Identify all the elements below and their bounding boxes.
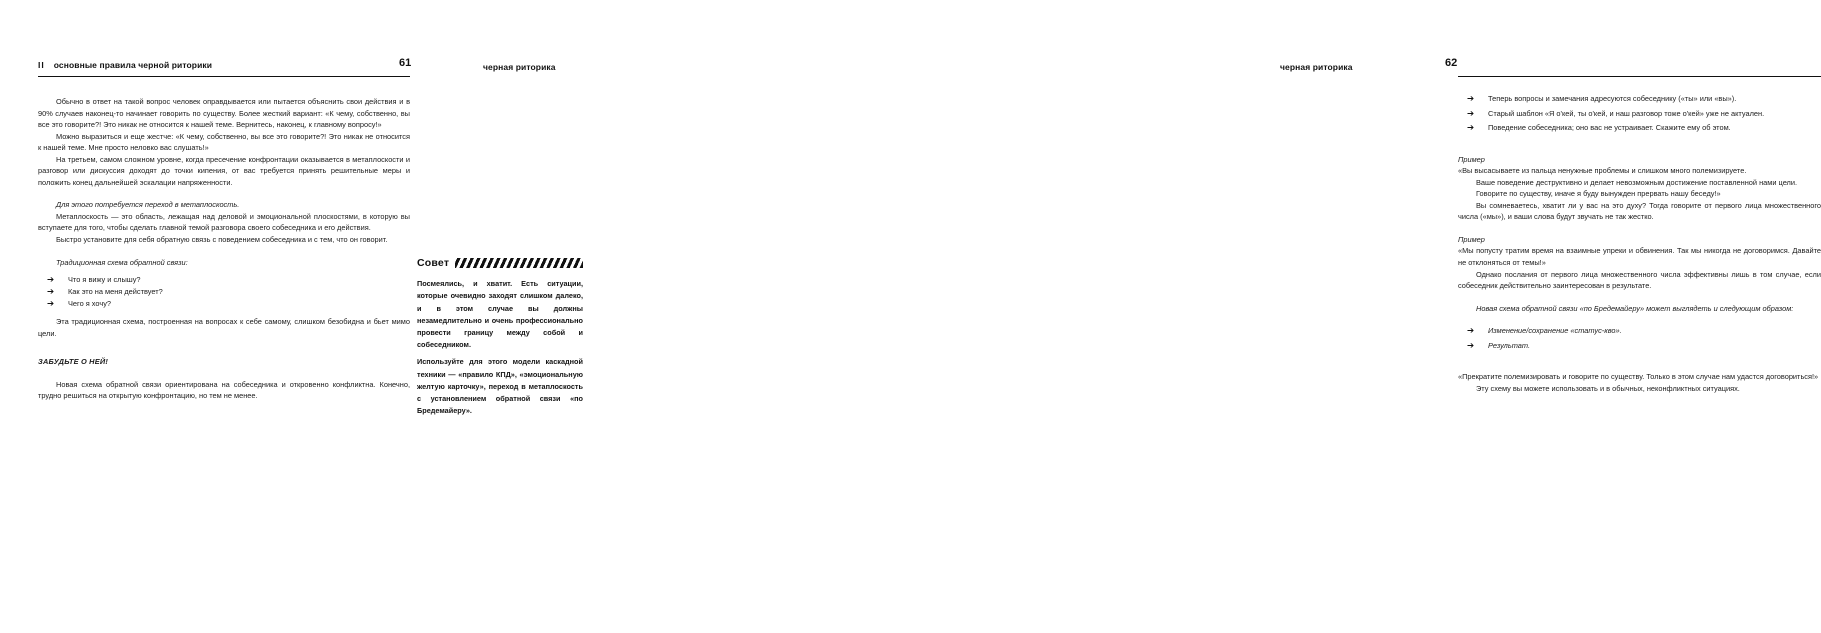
arrow-bullet-icon: ➔ xyxy=(1467,93,1475,103)
tip-box xyxy=(417,257,583,417)
paragraph: На третьем, самом сложном уровне, когда пресечение конфронтации оказывается в метаплоскости и разговор или дискуссия доходят до точки кипения, от вас требуется принять решительные меры и положить конец дальнейшей эскалации напряженности. xyxy=(38,154,410,187)
list-item xyxy=(38,298,410,310)
arrow-bullet-icon: ➔ xyxy=(1467,325,1475,336)
spacer xyxy=(38,368,410,379)
paragraph: Быстро установите для себя обратную связь с поведением собеседника и с тем, что он говорит. xyxy=(56,235,388,245)
arrow-bullet-icon: ➔ xyxy=(47,298,55,309)
running-head-right: черная риторика xyxy=(1280,62,1353,72)
scheme-caption: Новая схема обратной связи «по Бредемайеру» может выглядеть и следующим образом: xyxy=(1476,303,1794,313)
list-item xyxy=(1458,93,1821,105)
paragraph: Новая схема обратной связи ориентирована на собеседника и откровенно конфликтна. Конечно, трудно решиться на открытую конфронтацию, но тем не менее. xyxy=(38,379,410,401)
traditional-feedback-list xyxy=(38,274,410,310)
running-head-left-inner: черная риторика xyxy=(483,62,556,72)
paragraph: Эту схему вы можете использовать и в обычных, неконфликтных ситуациях. xyxy=(1476,383,1740,393)
new-scheme-list xyxy=(1458,325,1821,351)
list-item-label: Что я вижу и слышу? xyxy=(68,275,141,285)
list-item xyxy=(38,286,410,298)
tip-box-paragraph: Используйте для этого модели каскадной техники — «правило КПД», «эмоциональную желтую карточку», переход в метаплоскость с установлением обратной связи «по Бредемайеру». xyxy=(417,357,583,416)
folio-left: 61 xyxy=(399,57,412,69)
paragraph: Вы сомневаетесь, хватит ли у вас на это духу? Тогда говорите от первого лица множественного числа («мы»), и ваши слова будут звучать не так жестко. xyxy=(1458,200,1821,222)
list-item xyxy=(1458,122,1821,134)
tip-box-title: Совет xyxy=(417,257,450,269)
paragraph: Обычно в ответ на такой вопрос человек оправдывается или пытается объяснить свои действия и в 90% случаев наконец-то начинает говорить по существу. Более жесткий вариант: «К чему, собственно, вы все это говорите?! Это никак не относится к нашей теме. Вернитесь, наконец, к главному вопросу!» xyxy=(38,97,410,130)
tip-box-paragraph: Посмеялись, и хватит. Есть ситуации, которые очевидно заходят слишком далеко, и в этом случае вы должны незамедлительно и очень профессионально провести границу между собой и собеседником. xyxy=(417,279,583,350)
left-page-sheet xyxy=(0,0,625,633)
right-page-sheet xyxy=(625,0,1821,633)
list-item-label: Изменение/сохранение «статус-кво». xyxy=(1488,326,1622,336)
header-rule-left xyxy=(38,76,410,77)
list-item-label: Чего я хочу? xyxy=(68,299,112,309)
top-arrow-list xyxy=(1458,93,1821,134)
list-item xyxy=(38,274,410,286)
example-label: Пример xyxy=(1458,234,1485,244)
paragraph: Метаплоскость — это область, лежащая над деловой и эмоциональной плоскостями, в которую вы вступаете для того, чтобы сделать главной темой разговора своего собеседника и его действия. xyxy=(38,211,410,233)
list-item xyxy=(1458,108,1821,120)
list-item xyxy=(1458,325,1821,337)
arrow-bullet-icon: ➔ xyxy=(1467,107,1475,118)
list-caption: Традиционная схема обратной связи: xyxy=(56,257,188,267)
running-head-left xyxy=(38,60,212,70)
list-item-label: Старый шаблон «Я о'кей, ты о'кей, и наш разговор тоже о'кей» уже не актуален. xyxy=(1488,108,1765,118)
italic-lead-line: Для этого потребуется переход в метаплоскость. xyxy=(56,200,240,210)
spacer xyxy=(1458,223,1821,234)
spacer xyxy=(38,246,410,257)
paragraph: Ваше поведение деструктивно и делает невозможным достижение поставленной нами цели. xyxy=(1476,177,1798,187)
running-head-chapter-title: основные правила черной риторики xyxy=(53,60,213,70)
arrow-bullet-icon: ➔ xyxy=(47,274,55,285)
arrow-bullet-icon: ➔ xyxy=(1467,122,1475,133)
spacer xyxy=(1458,314,1821,325)
paragraph: Говорите по существу, иначе я буду вынужден прервать нашу беседу!» xyxy=(1476,189,1721,199)
list-item-label: Теперь вопросы и замечания адресуются собеседнику («ты» или «вы»). xyxy=(1488,94,1737,103)
emphatic-line: ЗАБУДЬТЕ О НЕЙ! xyxy=(38,357,109,367)
left-page-text-column xyxy=(38,96,410,402)
chapter-number: II xyxy=(38,60,45,70)
arrow-bullet-icon: ➔ xyxy=(47,286,55,297)
list-item-label: Поведение собеседника; оно вас не устраивает. Скажите ему об этом. xyxy=(1488,123,1731,133)
right-page-text-column xyxy=(1458,93,1821,394)
spacer xyxy=(38,188,410,199)
diagonal-stripes-icon xyxy=(455,258,583,268)
folio-right: 62 xyxy=(1445,57,1458,69)
spacer xyxy=(1458,354,1821,371)
header-rule-right xyxy=(1458,76,1821,77)
paragraph: Однако послания от первого лица множественного числа эффективны лишь в том случае, если собеседник действительно заинтересован в результате. xyxy=(1458,269,1821,291)
list-item xyxy=(1458,340,1821,352)
tip-box-header xyxy=(417,257,583,269)
example-label: Пример xyxy=(1458,154,1485,164)
paragraph: Можно выразиться и еще жестче: «К чему, собственно, вы все это говорите?! Это никак не относится к нашей теме. Мне просто неловко вас слушать!» xyxy=(38,131,410,153)
paragraph: «Вы высасываете из пальца ненужные проблемы и слишком много полемизируете. xyxy=(1458,166,1747,176)
spacer xyxy=(38,339,410,356)
paragraph: «Прекратите полемизировать и говорите по существу. Только в этом случае нам удастся договориться!» xyxy=(1458,372,1819,382)
arrow-bullet-icon: ➔ xyxy=(1467,339,1475,350)
spacer xyxy=(1458,292,1821,303)
list-item-label: Результат. xyxy=(1488,340,1531,350)
spacer xyxy=(1458,137,1821,154)
list-item-label: Как это на меня действует? xyxy=(68,287,163,297)
paragraph: Эта традиционная схема, построенная на вопросах к себе самому, слишком безобидна и бьет мимо цели. xyxy=(38,317,410,338)
paragraph: «Мы попусту тратим время на взаимные упреки и обвинения. Так мы никогда не договоримся. Давайте не отклоняться от темы!» xyxy=(1458,246,1821,268)
